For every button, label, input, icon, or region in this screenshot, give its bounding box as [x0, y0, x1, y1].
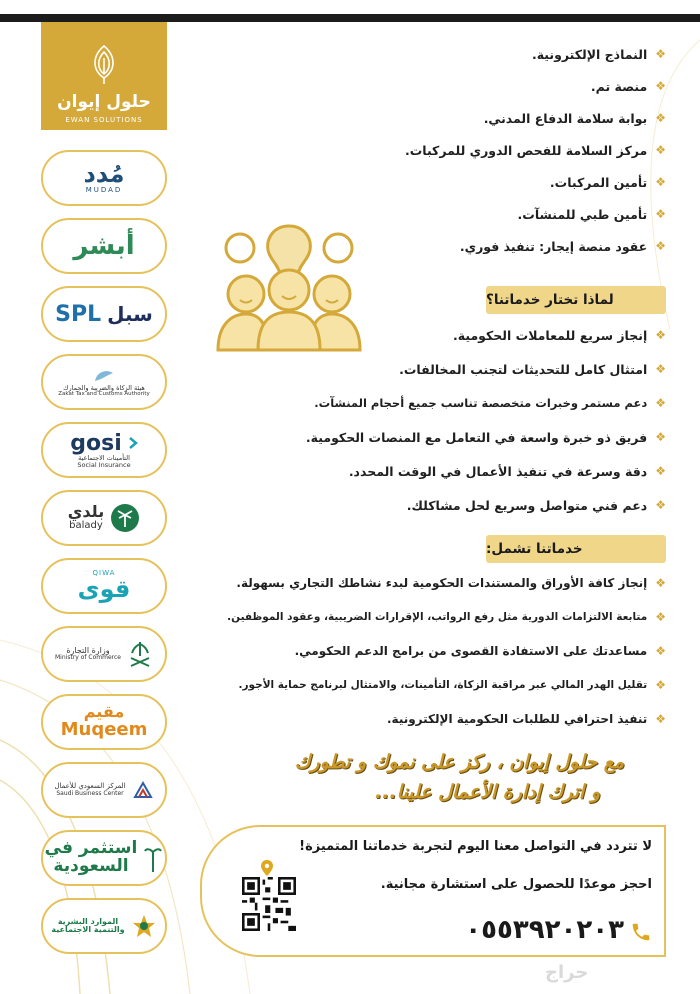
- brand-box: [41, 22, 167, 130]
- contact-cta-box: [200, 825, 666, 957]
- balady-logo-ar: بلدي: [67, 502, 105, 522]
- diamond-bullet-icon: ❖: [655, 111, 666, 125]
- phone-number[interactable]: ٠٥٥٣٩٢٠٢٠٣: [465, 915, 624, 945]
- list-item: ❖ إنجاز سريع للمعاملات الحكومية.: [453, 327, 666, 343]
- logo-invest-saudi: [41, 830, 167, 886]
- qiwa-logo-ar: قوى: [77, 575, 131, 604]
- logo-ministry-commerce: [41, 626, 167, 682]
- diamond-bullet-icon: ❖: [655, 610, 666, 624]
- muqeem-logo-en: Muqeem: [60, 718, 148, 740]
- logo-absher: [41, 218, 167, 274]
- diamond-bullet-icon: ❖: [655, 79, 666, 93]
- slogan-line-1: مع حلول إيوان ، ركز على نموك و تطورك: [294, 751, 624, 773]
- diamond-bullet-icon: ❖: [655, 396, 666, 410]
- absher-logo: أبشر: [73, 231, 135, 261]
- services-title: خدماتنا تشمل:: [486, 541, 583, 557]
- why-list: [306, 318, 666, 522]
- slogan-line-2: و اترك إدارة الأعمال علينا...: [374, 781, 600, 803]
- mudad-logo-en: MUDAD: [85, 185, 123, 194]
- hrsd-star-icon: [131, 913, 157, 939]
- spl-logo-ar: سبل: [107, 302, 153, 326]
- invest-logo-line1: استثمر في: [44, 838, 138, 859]
- diamond-bullet-icon: ❖: [655, 207, 666, 221]
- sbc-emblem-icon: [132, 779, 154, 801]
- moc-logo-en: Ministry of Commerce: [55, 654, 121, 662]
- logo-zatca: [41, 354, 167, 410]
- haraj-watermark: حراج: [545, 962, 589, 983]
- brand-name-ar: حلول إيوان: [57, 92, 151, 112]
- logo-mudad: [41, 150, 167, 206]
- gosi-logo-en: gosi: [70, 430, 122, 456]
- moc-logo-ar: وزارة التجارة: [66, 645, 110, 655]
- list-item: ❖ مركز السلامة للفحص الدوري للمركبات.: [404, 142, 666, 158]
- diamond-bullet-icon: ❖: [655, 143, 666, 157]
- logo-hrsd: [41, 898, 167, 954]
- brand-name-en: EWAN SOLUTIONS: [65, 116, 143, 124]
- list-item: ❖ مساعدتك على الاستفادة القصوى من برامج الدعم الحكومي.: [294, 644, 666, 658]
- services-list: [227, 566, 666, 736]
- diamond-bullet-icon: ❖: [655, 239, 666, 253]
- invest-logo-line2: السعودية: [53, 856, 129, 876]
- list-item: ❖ تأمين طبي للمنشآت.: [517, 206, 666, 222]
- why-header: [486, 286, 666, 314]
- saudi-emblem-icon: [127, 640, 153, 668]
- gosi-logo-ar: التأمينات الاجتماعية: [78, 453, 130, 462]
- diamond-bullet-icon: ❖: [655, 498, 666, 512]
- spl-logo-en: SPL: [55, 301, 102, 327]
- qiwa-logo-en: QIWA: [92, 568, 116, 577]
- diamond-bullet-icon: ❖: [655, 644, 666, 658]
- top-bar: [0, 14, 700, 22]
- logo-balady: [41, 490, 167, 546]
- list-item: ❖ متابعة الالتزامات الدورية مثل رفع الرواتب، الإقرارات الضريبية، وعقود الموظفين.: [227, 610, 666, 624]
- services-header: [486, 535, 666, 563]
- zatca-emblem-icon: [93, 367, 115, 385]
- palm-emblem-icon: [143, 842, 163, 874]
- zatca-logo-ar: هيئة الزكاة والضريبة والجمارك: [63, 383, 145, 392]
- list-item: ❖ منصة تم.: [590, 78, 666, 94]
- cta-line-2: احجز موعدًا للحصول على استشارة مجانية.: [380, 877, 652, 892]
- diamond-bullet-icon: ❖: [655, 328, 666, 342]
- list-item: ❖ امتثال كامل للتحديثات لتجنب المخالفات.: [399, 361, 666, 377]
- logo-saudi-business-center: [41, 762, 167, 818]
- balady-logo-en: balady: [69, 520, 103, 532]
- logo-spl: [41, 286, 167, 342]
- ewan-logo-icon: [84, 42, 124, 86]
- list-item: ❖ إنجاز كافة الأوراق والمستندات الحكومية لبدء نشاطك التجاري بسهولة.: [236, 576, 666, 590]
- diamond-bullet-icon: ❖: [655, 712, 666, 726]
- logo-muqeem: [41, 694, 167, 750]
- mudad-logo-ar: مُدد: [83, 159, 125, 188]
- qr-code[interactable]: [242, 877, 296, 931]
- list-item: ❖ تقليل الهدر المالي عبر مراقبة الزكاة، التأمينات، والامتثال لبرنامج حماية الأجور.: [238, 678, 666, 692]
- list-item: ❖ دقة وسرعة في تنفيذ الأعمال في الوقت المحدد.: [348, 463, 666, 479]
- phone-icon[interactable]: [630, 921, 652, 943]
- list-item: ❖ دعم مستمر وخبرات متخصصة تناسب جميع أحجام المنشآت.: [314, 396, 666, 410]
- diamond-bullet-icon: ❖: [655, 678, 666, 692]
- diamond-bullet-icon: ❖: [655, 576, 666, 590]
- list-item: ❖ دعم فني متواصل وسريع لحل مشاكلك.: [406, 497, 666, 513]
- location-pin-icon: [260, 859, 274, 877]
- gosi-chevron-icon: [128, 436, 138, 450]
- logo-qiwa: [41, 558, 167, 614]
- why-title: لماذا تختار خدماتنا؟: [486, 292, 614, 308]
- diamond-bullet-icon: ❖: [655, 47, 666, 61]
- list-item: ❖ فريق ذو خبرة واسعة في التعامل مع المنصات الحكومية.: [305, 429, 666, 445]
- cta-line-1: لا تتردد في التواصل معنا اليوم لتجربة خدماتنا المتميزة!: [299, 839, 652, 854]
- list-item: ❖ بوابة سلامة الدفاع المدني.: [483, 110, 666, 126]
- list-item: ❖ تنفيذ احترافي للطلبات الحكومية الإلكترونية.: [386, 712, 666, 726]
- diamond-bullet-icon: ❖: [655, 464, 666, 478]
- platforms-list: [405, 38, 666, 262]
- logo-gosi: [41, 422, 167, 478]
- hrsd-logo-line1: الموارد البشرية: [57, 916, 119, 926]
- sbc-logo-en: Saudi Business Center: [56, 789, 124, 797]
- balady-palm-icon: [110, 503, 140, 533]
- list-item: ❖ عقود منصة إيجار: تنفيذ فوري.: [459, 238, 666, 254]
- hrsd-logo-line2: والتنمية الاجتماعية: [51, 925, 125, 934]
- diamond-bullet-icon: ❖: [655, 175, 666, 189]
- list-item: ❖ تأمين المركبات.: [549, 174, 666, 190]
- gosi-logo-en2: Social Insurance: [77, 460, 131, 469]
- zatca-logo-en: Zakat Tax and Customs Authority: [58, 390, 150, 397]
- diamond-bullet-icon: ❖: [655, 430, 666, 444]
- list-item: ❖ النماذج الإلكترونية.: [531, 46, 666, 62]
- muqeem-logo-ar: مقيم: [83, 702, 125, 722]
- diamond-bullet-icon: ❖: [655, 362, 666, 376]
- sbc-logo-ar: المركز السعودي للأعمال: [54, 782, 126, 791]
